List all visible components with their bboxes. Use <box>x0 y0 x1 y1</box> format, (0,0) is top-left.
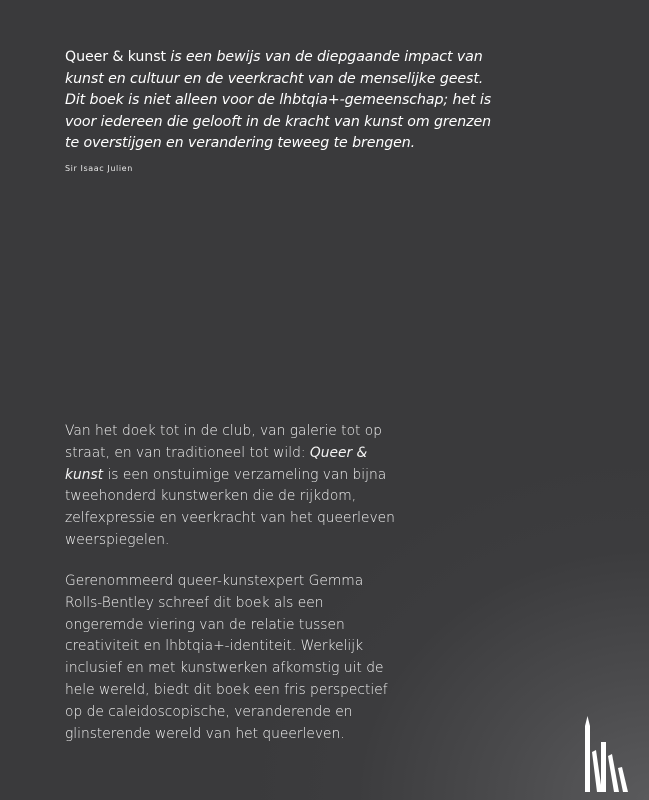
publisher-logo-icon <box>581 712 631 792</box>
blurb-paragraph-1-after: is een onstuimige verzameling van bijna tweehonderd kunstwerken die de rijkdom, zelfexpressie en veerkracht van het queerleven weerspiegelen. <box>65 466 395 548</box>
blurb-paragraph-1-before: Van het doek tot in de club, van galerie tot op straat, en van traditioneel tot wild: <box>65 423 383 461</box>
blurb-paragraph-1 <box>65 421 395 552</box>
blurb-paragraph-2: Gerenommeerd queer-kunstexpert Gemma Rolls-Bentley schreef dit boek als een ongeremde viering van de relatie tussen creativiteit en lhbtqia+-identiteit. Werkelijk inclusief en met kunstwerken afkomstig uit de hele wereld, biedt dit boek een fris perspectief op de caleidoscopische, veranderende en glinsterende wereld van het queerleven. <box>65 573 388 742</box>
endorsement-quote <box>65 47 505 155</box>
blurb-book-title: Queer & kunst <box>65 444 368 483</box>
quote-attribution: Sir Isaac Julien <box>65 164 133 173</box>
quote-text: is een bewijs van de diepgaande impact van kunst en cultuur en de veerkracht van de menselijke geest. Dit boek is niet alleen voor de lhbtqia+-gemeenschap; het is voor iedereen die gelooft in de kracht van kunst om grenzen te overstijgen en verandering teweeg te brengen. <box>65 49 491 152</box>
quote-book-title: Queer & kunst <box>65 49 166 65</box>
